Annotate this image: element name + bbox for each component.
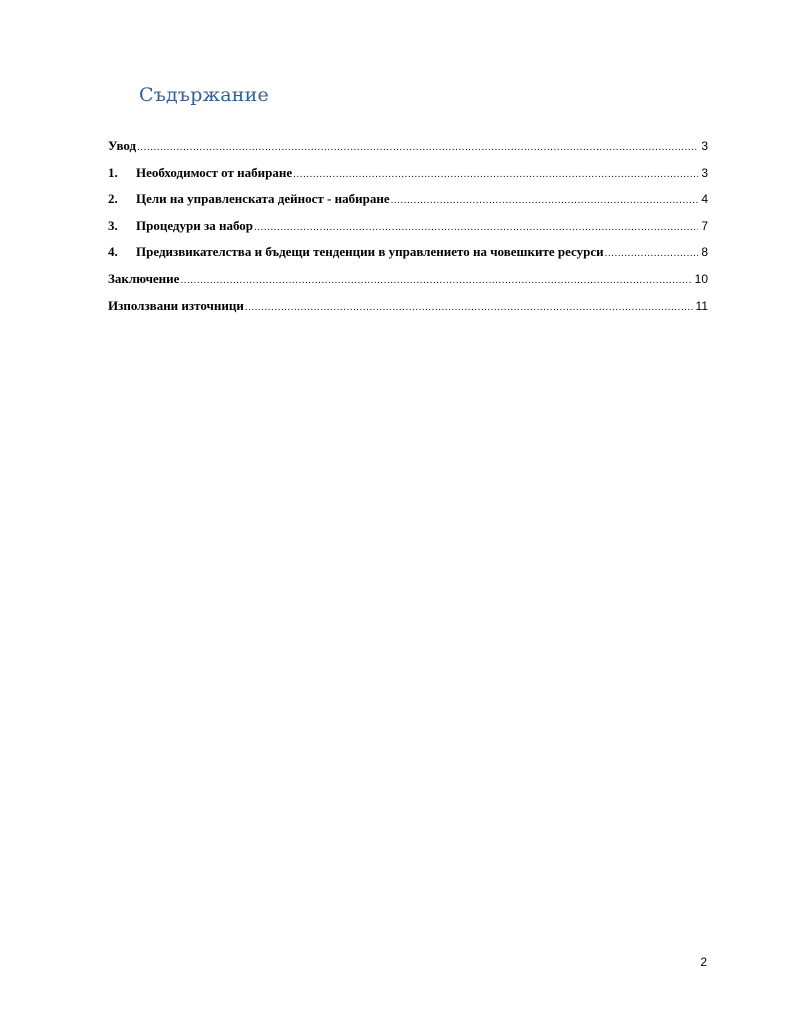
toc-entry-text: Използвани източници: [108, 297, 244, 313]
toc-entry-page: 3: [701, 139, 708, 153]
toc-entry-page: 4: [701, 192, 708, 207]
table-of-contents: [108, 136, 708, 322]
toc-dot-leader: [254, 218, 698, 238]
toc-entry-page: 11: [695, 298, 708, 313]
toc-entry-page: 10: [694, 271, 708, 286]
toc-entry-4[interactable]: [108, 242, 708, 269]
toc-entry-2[interactable]: [108, 189, 708, 216]
toc-entry-text: Увод: [108, 138, 137, 153]
toc-entry-page: 7: [701, 218, 708, 233]
toc-dot-leader: [137, 138, 698, 158]
toc-entry-text: Заключение: [108, 270, 180, 286]
page-number: 2: [700, 955, 707, 969]
toc-entry-number: 3.: [108, 217, 118, 233]
toc-dot-leader: [245, 298, 693, 318]
toc-entry-number: 1.: [108, 164, 118, 180]
toc-entry-page: 8: [701, 245, 708, 260]
toc-dot-leader: [391, 191, 699, 211]
toc-entry-text: Цели на управленската дейност - набиране: [136, 191, 390, 207]
toc-entry-text: Необходимост от набиране: [136, 164, 293, 180]
toc-entry-sources[interactable]: [108, 296, 708, 323]
toc-dot-leader: [293, 165, 698, 185]
toc-dot-leader: [180, 271, 691, 291]
toc-entry-text: Предизвикателства и бъдещи тенденции в управлението на човешките ресурси: [136, 244, 604, 260]
toc-dot-leader: [605, 244, 699, 264]
toc-title: Съдържание: [139, 84, 269, 106]
toc-entry-1[interactable]: [108, 163, 708, 190]
toc-entry-3[interactable]: [108, 216, 708, 243]
toc-entry-number: 4.: [108, 244, 118, 260]
toc-entry-text: Процедури за набор: [136, 217, 253, 233]
toc-entry-page: 3: [701, 165, 708, 180]
toc-entry-number: 2.: [108, 191, 118, 207]
toc-entry-conclusion[interactable]: [108, 269, 708, 296]
toc-entry-intro[interactable]: [108, 136, 708, 163]
